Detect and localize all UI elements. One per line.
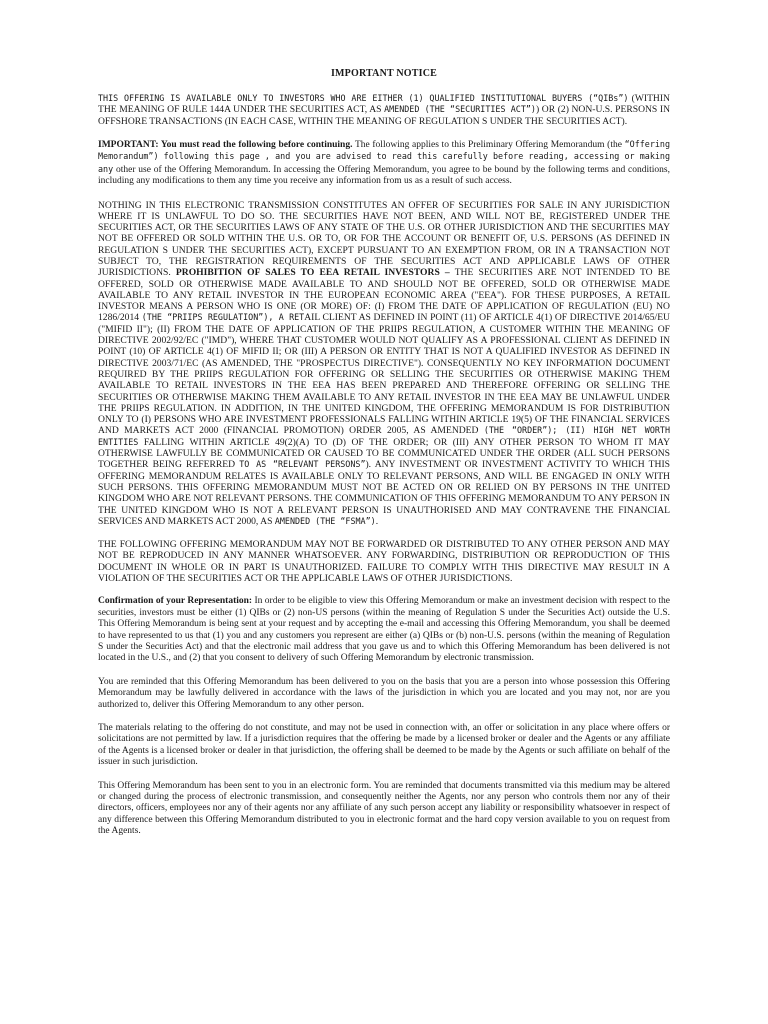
restrictions-text-k: .	[375, 515, 379, 527]
eligibility-qib-text: THIS OFFERING IS AVAILABLE ONLY TO INVESTORS WHO ARE EITHER (1) QUALIFIED INSTITUTIONAL BUYERS (“QIBs”)	[98, 93, 629, 103]
eligibility-rule-text: (WITHIN THE MEANING OF RULE 144A UNDER THE SECURITIES ACT, AS	[98, 93, 670, 116]
eea-prohibition-heading: PROHIBITION OF SALES TO EEA RETAIL INVESTORS –	[175, 267, 450, 279]
important-text-c: other use of the Offering Memorandum. In accessing the Offering Memorandum, you agree to be bound by the following terms and conditions, including any modifications to them any time you receive any information from us as a result of such access.	[98, 164, 670, 187]
forwarding-paragraph: THE FOLLOWING OFFERING MEMORANDUM MAY NOT BE FORWARDED OR DISTRIBUTED TO ANY OTHER PERSON AND MAY NOT BE REPRODUCED IN ANY MANNER WHATSOEVER. ANY FORWARDING, DISTRIBUTION OR REPRODUCTION OF THIS DOCUMENT IN WHOLE OR IN PART IS UNAUTHORIZED. FAILURE TO COMPLY WITH THIS DIRECTIVE MAY RESULT IN A VIOLATION OF THE SECURITIES ACT OR THE APPLICABLE LAWS OF OTHER JURISDICTIONS.	[98, 539, 670, 585]
eligibility-paragraph	[98, 93, 670, 127]
confirmation-paragraph	[98, 596, 670, 664]
restrictions-text-e: AIL CLIENT AS DEFINED IN POINT (11) OF ARTICLE 4(1) OF DIRECTIVE 2014/65/EU ("MIFID II"); (II) FROM THE DATE OF APPLICATION OF THE PRIIPS REGULATION, A CUSTOMER WITHIN THE MEANING OF DIRECTIVE 2002/92/EC ("IMD"), WHERE THAT CUSTOMER WOULD NOT QUALIFY AS A PROFESSIONAL CLIENT AS DEFINED IN POINT (10) OF ARTICLE 4(1) OF MIFID II; OR (III) A PERSON OR ENTITY THAT IS NOT A QUALIFIED INVESTOR AS DEFINED IN DIRECTIVE 2003/71/EC (AS AMENDED, THE "PROSPECTUS DIRECTIVE"). CONSEQUENTLY NO KEY INFORMATION DOCUMENT REQUIRED BY THE PRIIPS REGULATION FOR OFFERING OR SELLING THE SECURITIES OR OTHERWISE MAKING THEM AVAILABLE TO RETAIL INVESTORS IN THE EEA HAS BEEN PREPARED AND THEREFORE OFFERING OR SELLING THE SECURITIES OR OTHERWISE MAKING THEM AVAILABLE TO ANY RETAIL INVESTOR IN THE EEA MAY BE UNLAWFUL UNDER THE PRIIPS REGULATION. IN ADDITION, IN THE UNITED KINGDOM, THE OFFERING MEMORANDUM IS FOR DISTRIBUTION ONLY TO (I) PERSONS WHO ARE INVESTMENT PROFESSIONALS FALLING WITHIN ARTICLE 19(5) OF THE FINANCIAL SERVICES AND MARKETS ACT 2000 (FINANCIAL PROMOTION) ORDER 2005, AS AMENDED	[98, 312, 670, 437]
electronic-form-paragraph: This Offering Memorandum has been sent to you in an electronic form. You are reminded that documents transmitted via this medium may be altered or changed during the process of electronic transmission, and consequently neither the Agents, nor any person who controls them nor any of their directors, officers, employees nor any of their agents nor any affiliate of any such person accept any liability or responsibility whatsoever in respect of any difference between this Offering Memorandum distributed to you in electronic format and the hard copy version available to you on request from the Agents.	[98, 780, 670, 837]
relevant-persons-definition: TO AS “RELEVANT PERSONS”	[239, 459, 366, 470]
important-paragraph	[98, 139, 670, 188]
restrictions-text-i: ). ANY INVESTMENT OR INVESTMENT ACTIVITY TO WHICH THIS OFFERING MEMORANDUM RELATES IS AVAILABLE ONLY TO RELEVANT PERSONS, AND WILL BE ENGAGED IN ONLY WITH SUCH PERSONS. THIS OFFERING MEMORANDUM MUST NOT BE ACTED ON OR RELIED ON BY PERSONS IN THE UNITED KINGDOM WHO ARE NOT RELEVANT PERSONS. THE COMMUNICATION OF THIS OFFERING MEMORANDUM TO ANY PERSON IN THE UNITED KINGDOM WHO IS NOT A RELEVANT PERSON IS UNAUTHORISED AND MAY CONTRAVENE THE FINANCIAL SERVICES AND MARKETS ACT 2000, AS	[98, 459, 671, 527]
important-text-b: “Offering Memorandum”) following this page , and you are advised to read this carefully before reading, accessing or making any	[98, 138, 670, 174]
delivery-paragraph: You are reminded that this Offering Memorandum has been delivered to you on the basis that you are a person into whose possession this Offering Memorandum may be lawfully delivered in accordance with the laws of the jurisdiction in which you are located and you may not, nor are you authorized to, deliver this Offering Memorandum to any other person.	[98, 676, 670, 710]
important-lead: IMPORTANT: You must read the following before continuing.	[98, 139, 353, 150]
important-text-a: The following applies to this Preliminary Offering Memorandum (the	[352, 139, 625, 150]
confirmation-lead: Confirmation of your Representation:	[98, 596, 253, 607]
eligibility-regulation-text: ) OR (2) NON-U.S. PERSONS IN OFFSHORE TRANSACTIONS (IN EACH CASE, WITHIN THE MEANING OF REGULATION S UNDER THE SECURITIES ACT).	[98, 104, 670, 127]
order-definition: (THE “ORDER”); (II) HIGH NET WORTH ENTITIES	[98, 425, 670, 447]
priips-definition: (THE “PRIIPS REGULATION”), A RET	[141, 312, 305, 323]
fsma-definition: AMENDED (THE “FSMA”)	[274, 515, 376, 526]
restrictions-paragraph	[98, 200, 670, 528]
confirmation-body: In order to be eligible to view this Offering Memorandum or make an investment decision with respect to the securities, investors must be either (1) QIBs or (2) non-US persons (within the meaning of Regulation S under the Securities Act) outside the U.S. This Offering Memorandum is being sent at your request and by accepting the e-mail and accessing this Offering Memorandum, you shall be deemed to have represented to us that (1) you and any customers you represent are either (a) QIBs or (b) non-U.S. persons (within the meaning of Regulation S under the Securities Act) and that the electronic mail address that you gave us and to which this Offering Memorandum has been delivered is not located in the U.S., and (2) that you consent to delivery of such Offering Memorandum by electronic transmission.	[98, 596, 671, 664]
restrictions-text-a: NOTHING IN THIS ELECTRONIC TRANSMISSION CONSTITUTES AN OFFER OF SECURITIES FOR SALE IN ANY JURISDICTION WHERE IT IS UNLAWFUL TO DO SO. THE SECURITIES HAVE NOT BEEN, AND WILL NOT BE, REGISTERED UNDER THE SECURITIES ACT, OR THE SECURITIES LAWS OF ANY STATE OF THE U.S. OR OTHER JURISDICTION AND THE SECURITIES MAY NOT BE OFFERED OR SOLD WITHIN THE U.S. OR TO, OR FOR THE ACCOUNT OR BENEFIT OF, U.S. PERSONS (AS DEFINED IN REGULATION S UNDER THE SECURITIES ACT), EXCEPT PURSUANT TO AN EXEMPTION FROM, OR IN A TRANSACTION NOT SUBJECT TO, THE REGISTRATION REQUIREMENTS OF THE SECURITIES ACT AND APPLICABLE LAWS OF OTHER JURISDICTIONS.	[98, 199, 670, 279]
page-title: IMPORTANT NOTICE	[330, 68, 438, 79]
restrictions-text-g: FALLING WITHIN ARTICLE 49(2)(A) TO (D) OF THE ORDER; OR (III) ANY OTHER PERSON TO WHOM IT MAY OTHERWISE LAWFULLY BE COMMUNICATED OR CAUSED TO BE COMMUNICATED UNDER THE ORDER (ALL SUCH PERSONS TOGETHER BEING REFERRED	[98, 436, 670, 471]
materials-paragraph: The materials relating to the offering do not constitute, and may not be used in connection with, an offer or solicitation in any place where offers or solicitations are not permitted by law. If a jurisdiction requires that the offering be made by a licensed broker or dealer and the Agents or any affiliate of the Agents is a licensed broker or dealer in that jurisdiction, the offering shall be deemed to be made by the Agents or such affiliate on behalf of the issuer in such jurisdiction.	[98, 722, 670, 768]
restrictions-text-c: THE SECURITIES ARE NOT INTENDED TO BE OFFERED, SOLD OR OTHERWISE MADE AVAILABLE TO AND SHOULD NOT BE OFFERED, SOLD OR OTHERWISE MADE AVAILABLE TO ANY RETAIL INVESTOR IN THE EUROPEAN ECONOMIC AREA ("EEA"). FOR THESE PURPOSES, A RETAIL INVESTOR MEANS A PERSON WHO IS ONE (OR MORE) OF: (I) FROM THE DATE OF APPLICATION OF REGULATION (EU) NO 1286/2014	[98, 267, 670, 324]
securities-act-definition: AMENDED (THE “SECURITIES ACT”)	[384, 104, 536, 115]
